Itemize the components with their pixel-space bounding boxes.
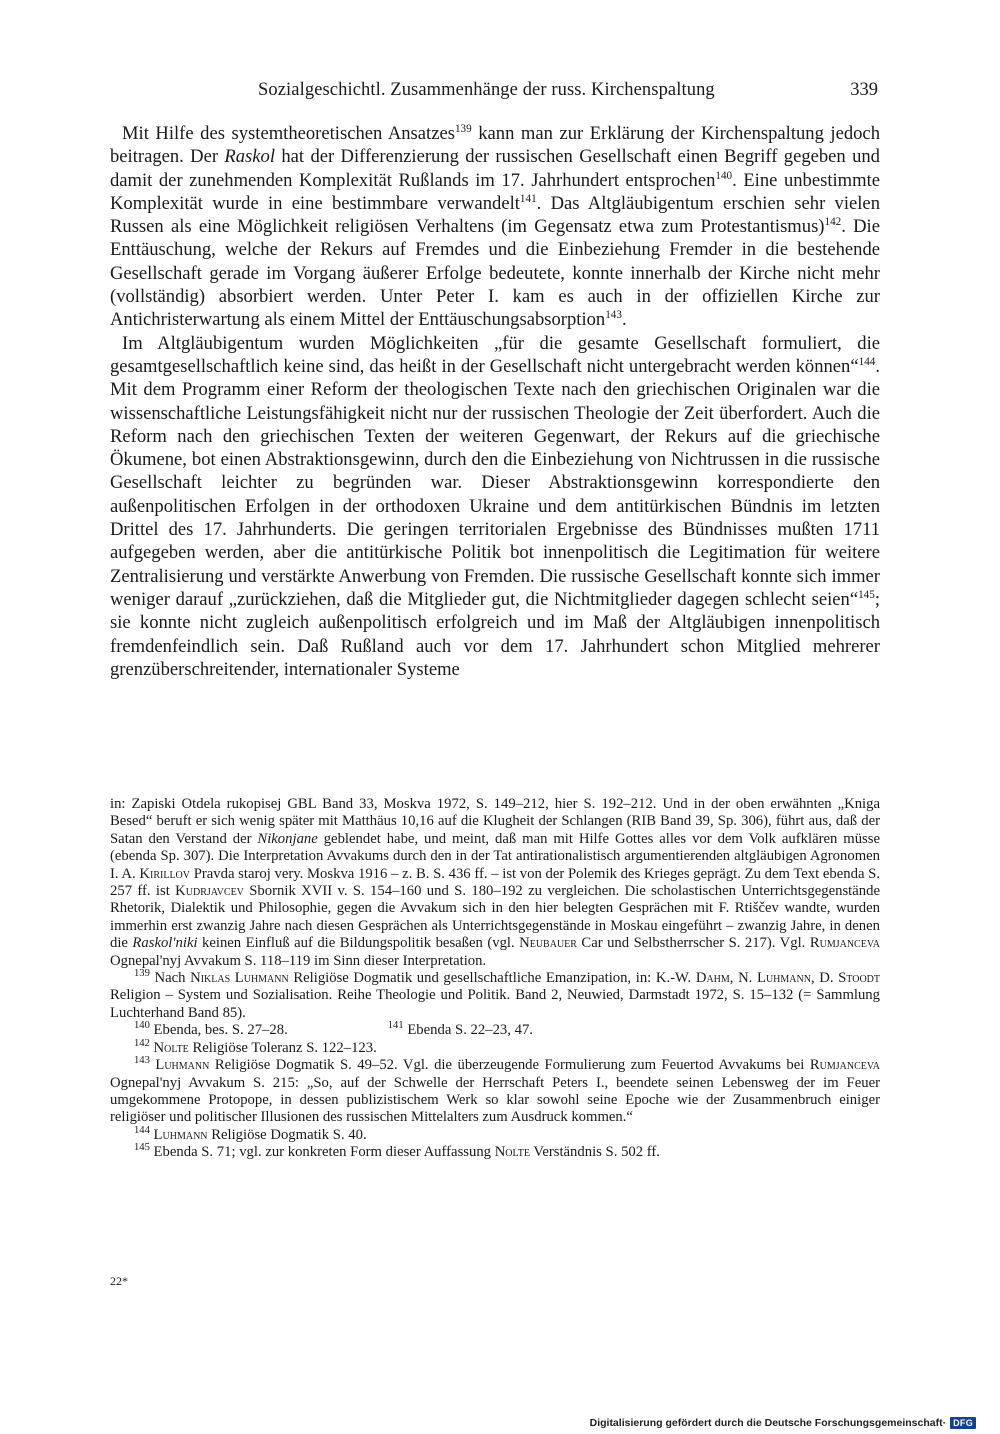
paragraph-2: Im Altgläubigentum wurden Möglichkeiten „für die gesamte Gesellschaft formuliert, die gesamtgesellschaftlich keine sind, das heißt in der Gesellschaft nicht untergebracht werden können“$^{144}$. Mit dem Programm einer Reform der theologischen Texte nach den griechischen Originalen war die wissenschaftliche Leistungsfähigkeit nicht nur der russischen Theologie der Zeit überfordert. Auch die Reform nach den griechischen Texten der weiteren Gegenwart, der Rekurs auf die griechische Ökumene, bot einen Abstraktionsgewinn, durch den die Einbeziehung von Nichtrussen in die russische Gesellschaft leichter zu begründen war. Dieser Abstraktionsgewinn korrespondierte den außenpolitischen Erfolgen in der orthodoxen Ukraine und dem antitürkischen Bündnis im letzten Drittel des 17. Jahrhunderts. Die geringen territorialen Ergebnisse des Bündnisses mußten 1711 aufgegeben werden, aber die antitürkische Politik bot innenpolitisch die Legitimation für weitere Zentralisierung und verstärkte Anwerbung von Fremden. Die russische Gesellschaft konnte sich immer weniger darauf „zurückziehen, daß die Mitglieder gut, die Nichtmitglieder dagegen schlecht seien“$^{145}$; sie konnte nicht zugleich außenpolitisch erfolgreich und im Maß der Altgläubigen innenpolitisch fremdenfeindlich sein. Daß Rußland auch vor dem 17. Jahrhundert schon Mitglied mehrerer grenzüberschreitender, internationaler Systeme: [110, 332, 880, 680]
footnote-continuation: in: Zapiski Otdela rukopisej GBL Band 33, Moskva 1972, S. 149–212, hier S. 192–212. Und in der oben erwähnten „Kniga Besed“ beruft er sich wenig später mit Matthäus 10,16 auf die Klugheit der Schlangen (RIB Band 39, Sp. 306), führt aus, daß der Satan den Verstand der Nikonjane geblendet habe, und meint, daß man mit Hilfe Gottes alles vor dem Volk aufklären müsse (ebenda Sp. 307). Die Interpretation Avvakums durch den in der Tat antirationalistisch argumentierenden altgläubigen Agronomen I. A. Kirillov Pravda staroj very. Moskva 1916 – z. B. S. 436 ff. – ist von der Polemik des Krieges geprägt. Zu dem Text ebenda S. 257 ff. ist Kudrjavcev Sbornik XVII v. S. 154–160 und S. 180–192 zu vergleichen. Die scholastischen Unterrichtsgegenstände Rhetorik, Dialektik und Philosophie, gegen die Avvakum sich in den hier belegten Gesprächen mit F. Rtiščev wandte, wurden immerhin erst zwanzig Jahre nach diesen Gesprächen als Unterrichtsgegenstände in Moskau eingeführt – zwanzig Jahre, in denen die Raskol'niki keinen Einfluß auf die Bildungspolitik besaßen (vgl. Neubauer Car und Selbstherrscher S. 217). Vgl. Rumjanceva Ognepal'nyj Avvakum S. 118–119 im Sinn dieser Interpretation.: [110, 796, 880, 969]
footer-separator: ·: [942, 1417, 947, 1429]
footnote-ref-139: 139: [454, 122, 472, 135]
footnotes: [110, 796, 880, 1162]
footer-text: Digitalisierung gefördert durch die Deutsche Forschungsgemeinschaft: [589, 1417, 943, 1429]
footnote-140-141: $^{140}$ Ebenda, bes. S. 27–28. $^{141}$ Ebenda S. 22–23, 47.: [134, 1020, 533, 1039]
footnote-ref-143: 143: [605, 309, 622, 322]
footnote-143: $^{143}$ Luhmann Religiöse Dogmatik S. 49–52. Vgl. die überzeugende Formulierung zum Feuertod Avvakums bei Rumjanceva Ognepal'nyj Avvakum S. 215: „So, auf der Schwelle der Herrschaft Peters I., beendete seinen Lebensweg der im Feuer umgekommene Protopope, in dessen publizistischem Werk so klar sowohl seine Epoche wie der Zusammenbruch einiger religiöser und politischer Illusionen des russischen Mittelalters zum Ausdruck kommen.“: [110, 1055, 881, 1126]
page-number: 339: [850, 80, 878, 100]
footnote-142: $^{142}$ Nolte Religiöse Toleranz S. 122–123.: [134, 1037, 377, 1056]
page-header: [110, 80, 880, 110]
main-text: [110, 122, 880, 681]
digitization-footer: [590, 1417, 976, 1429]
footnote-ref-140: 140: [715, 169, 733, 182]
footnote-144: $^{144}$ Luhmann Religiöse Dogmatik S. 40.: [134, 1124, 367, 1143]
dfg-logo-icon: DFG: [950, 1417, 976, 1429]
signature-mark: 22*: [110, 1274, 128, 1288]
footnote-ref-142: 142: [824, 216, 842, 228]
footnote-ref-145: 145: [858, 588, 875, 601]
footnote-139: $^{139}$ Nach Niklas Luhmann Religiöse Dogmatik und gesellschaftliche Emanzipation, in: K.-W. Dahm, N. Luhmann, D. Stoodt Religion – System und Sozialisation. Reihe Theologie und Politik. Band 2, Neuwied, Darmstadt 1972, S. 15–132 (= Sammlung Luchterhand Band 85).: [110, 968, 880, 1021]
footnote-ref-144: 144: [858, 355, 876, 368]
running-title: Sozialgeschichtl. Zusammenhänge der russ. Kirchenspaltung: [258, 80, 715, 100]
footnote-145: $^{145}$ Ebenda S. 71; vgl. zur konkreten Form dieser Auffassung Nolte Verständnis S. 502 ff.: [134, 1142, 660, 1161]
term-raskol: Raskol: [224, 146, 276, 168]
paragraph-1: Mit Hilfe des systemtheoretischen Ansatzes$^{139}$ kann man zur Erklärung der Kirchenspaltung jedoch beitragen. Der Raskol hat der Differenzierung der russischen Gesellschaft einen Begriff gegeben und damit der zunehmenden Komplexität Rußlands im 17. Jahrhundert entsprochen$^{140}$. Eine unbestimmte Komplexität wurde in eine bestimmbare verwandelt$^{141}$. Das Altgläubigentum erschien sehr vielen Russen als eine Möglichkeit religiösen Verhaltens (im Gegensatz etwa zum Protestantismus)$^{142}$. Die Enttäuschung, welche der Rekurs auf Fremdes und die Einbeziehung Fremder in die bestehende Gesellschaft gerade im Vorgang äußerer Erfolge bedeutete, konnte innerhalb der Kirche nicht mehr (vollständig) absorbiert werden. Unter Peter I. kam es auch in der offiziellen Kirche zur Antichristerwartung als einem Mittel der Enttäuschungsabsorption$^{143}$.: [110, 122, 880, 331]
footnote-ref-141: 141: [519, 192, 537, 205]
